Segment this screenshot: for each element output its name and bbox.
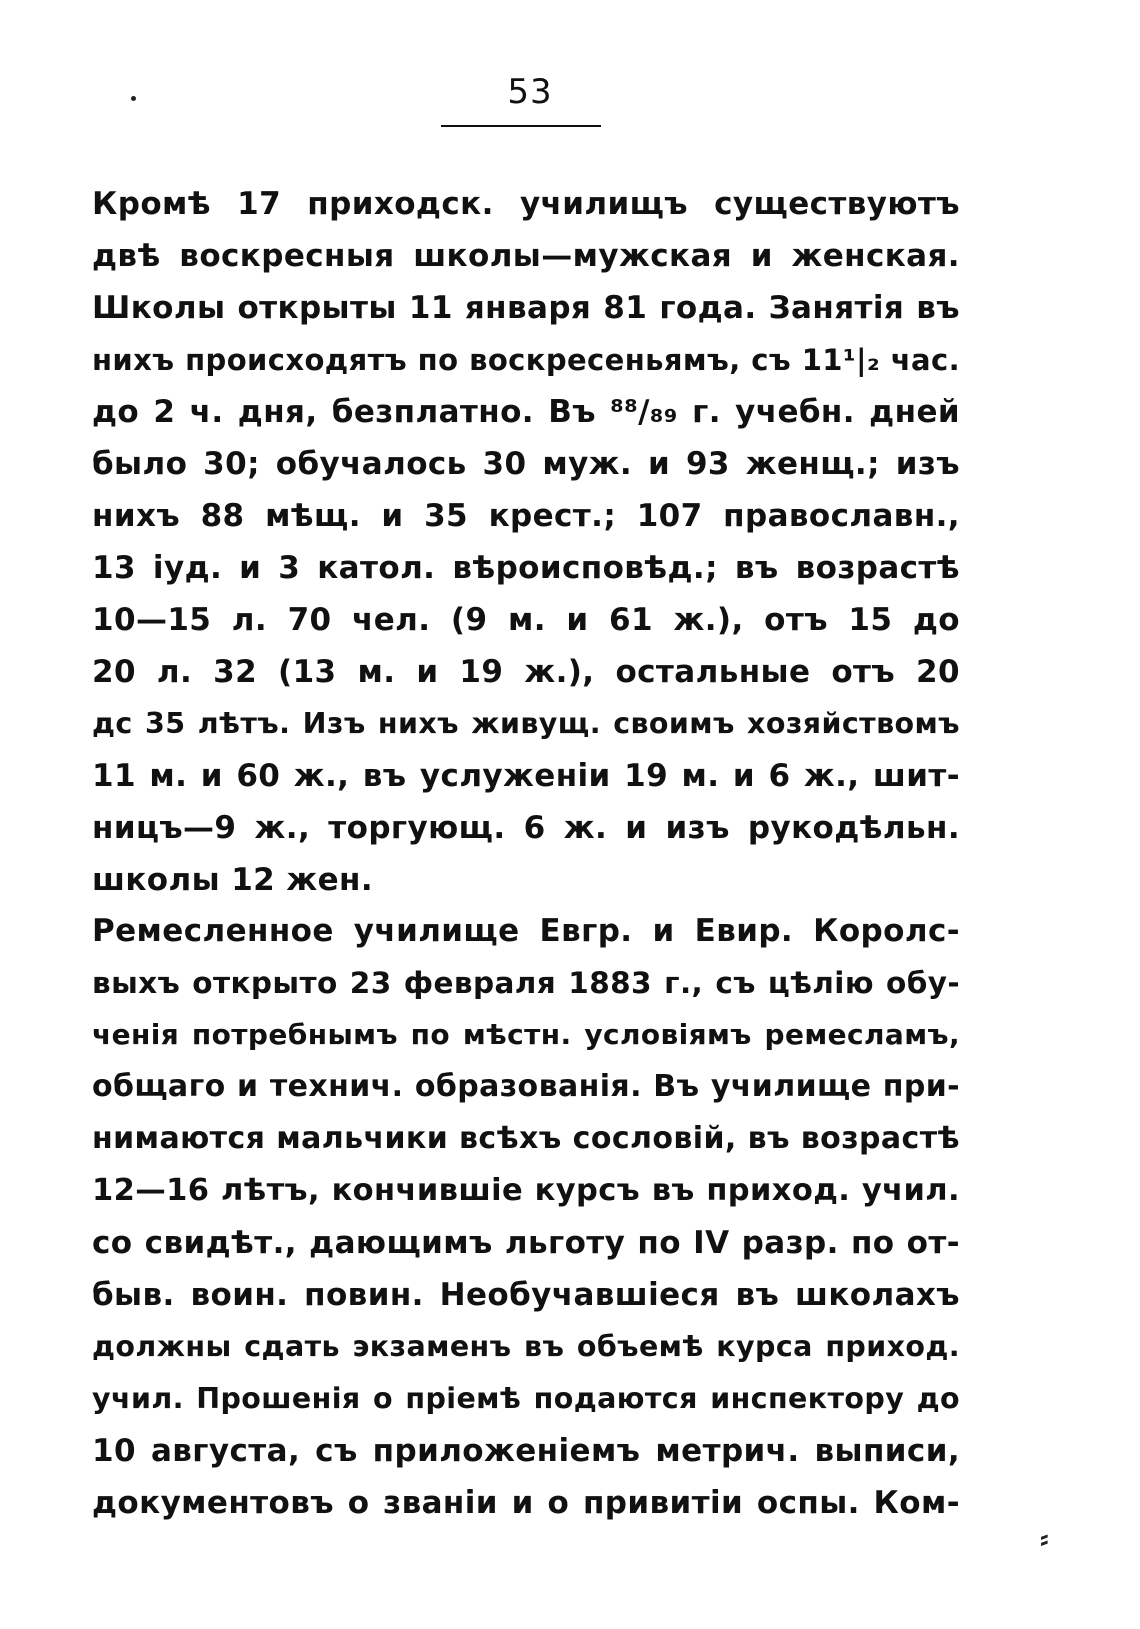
text-line: школы 12 жен. — [92, 862, 373, 898]
text-line: дс 35 лѣтъ. Изъ нихъ живущ. своимъ хозяйствомъ — [92, 707, 960, 740]
text-line: выхъ открыто 23 февраля 1883 г., съ цѣлію обу- — [92, 966, 960, 1000]
text-line: 10 августа, съ приложеніемъ метрич. выписи, — [92, 1433, 960, 1469]
text-line: нихъ происходятъ по воскресеньямъ, съ 11¹|₂ час. — [92, 343, 960, 377]
text-line: нимаются мальчики всѣхъ сословій, въ возрастѣ — [92, 1121, 960, 1156]
text-line: 20 л. 32 (13 м. и 19 ж.), остальные отъ 20 — [92, 654, 960, 690]
text-line: должны сдать экзаменъ въ объемѣ курса приход. — [92, 1330, 960, 1363]
text-line: 13 іуд. и 3 катол. вѣроисповѣд.; въ возрастѣ — [92, 550, 960, 586]
text-line: Ремесленное училище Евгр. и Евир. Королс- — [92, 913, 960, 949]
text-line: общаго и технич. образованія. Въ училище при- — [92, 1069, 960, 1104]
text-line: до 2 ч. дня, безплатно. Въ ⁸⁸/₈₉ г. учебн. дней — [92, 394, 960, 430]
text-line: ченія потребнымъ по мѣстн. условіямъ ремесламъ, — [92, 1018, 960, 1051]
catchword-mark: ⸗ — [1040, 1524, 1049, 1554]
stray-ink-dot — [131, 96, 136, 101]
header-rule — [441, 125, 601, 127]
text-line: ницъ—9 ж., торгующ. 6 ж. и изъ рукодѣльн. — [92, 810, 960, 846]
text-line: учил. Прошенія о пріемѣ подаются инспектору до — [92, 1382, 960, 1415]
page-number: 53 — [507, 72, 553, 112]
text-line: Кромѣ 17 приходск. училищъ существуютъ — [92, 186, 960, 222]
paragraph-parish-schools — [92, 178, 960, 906]
text-line: 10—15 л. 70 чел. (9 м. и 61 ж.), отъ 15 до — [92, 602, 960, 638]
text-line: 11 м. и 60 ж., въ услуженіи 19 м. и 6 ж., шит- — [92, 758, 960, 794]
text-line: со свидѣт., дающимъ льготу по IV разр. по от- — [92, 1225, 960, 1261]
text-line: двѣ воскресныя школы—мужская и женская. — [92, 238, 960, 274]
text-line: было 30; обучалось 30 муж. и 93 женщ.; изъ — [92, 446, 960, 482]
text-line: 12—16 лѣтъ, кончившіе курсъ въ приход. учил. — [92, 1173, 960, 1208]
text-line: нихъ 88 мѣщ. и 35 крест.; 107 православн., — [92, 498, 960, 534]
text-line: быв. воин. повин. Необучавшіеся въ школахъ — [92, 1277, 960, 1313]
text-line: документовъ о званіи и о привитіи оспы. Ком- — [92, 1485, 960, 1521]
text-line: Школы открыты 11 января 81 года. Занятія въ — [92, 290, 960, 326]
paragraph-trade-school — [92, 905, 960, 1529]
